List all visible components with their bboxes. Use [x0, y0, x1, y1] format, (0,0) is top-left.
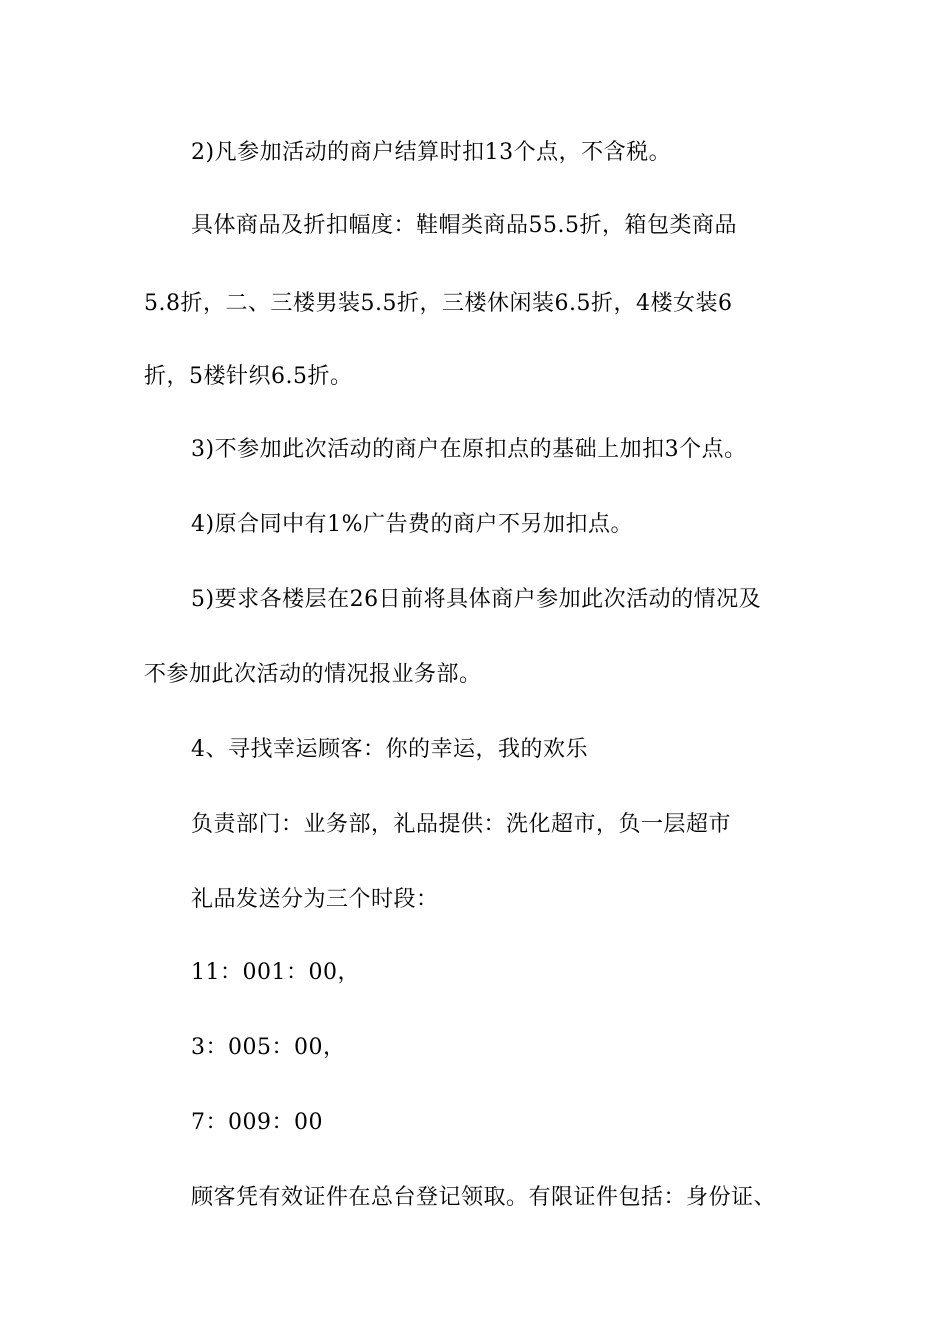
time-slot-2: 3：005：00，: [191, 1035, 346, 1060]
paragraph-line-5: 3)不参加此次活动的商户在原扣点的基础上加扣3个点。: [191, 437, 747, 462]
paragraph-line-7: 5)要求各楼层在26日前将具体商户参加此次活动的情况及: [191, 587, 762, 612]
paragraph-line-4: 折，5楼针织6.5折。: [144, 364, 353, 389]
paragraph-line-10: 负责部门：业务部，礼品提供：洗化超市，负一层超市: [191, 812, 732, 837]
time-slot-1: 11：001：00，: [191, 960, 360, 985]
paragraph-line-8: 不参加此次活动的情况报业务部。: [144, 662, 482, 687]
paragraph-line-15: 顾客凭有效证件在总台登记领取。有限证件包括：身份证、: [191, 1185, 777, 1210]
paragraph-line-6: 4)原合同中有1%广告费的商户不另加扣点。: [191, 512, 633, 537]
paragraph-line-3: 5.8折，二、三楼男装5.5折，三楼休闲装6.5折，4楼女装6: [144, 291, 733, 316]
section-heading: 4、寻找幸运顾客：你的幸运，我的欢乐: [191, 737, 588, 762]
paragraph-line-11: 礼品发送分为三个时段：: [191, 887, 439, 912]
paragraph-line-1: 2)凡参加活动的商户结算时扣13个点，不含税。: [191, 140, 672, 165]
time-slot-3: 7：009：00: [191, 1110, 323, 1135]
paragraph-line-2: 具体商品及折扣幅度：鞋帽类商品55.5折，箱包类商品: [191, 213, 737, 238]
